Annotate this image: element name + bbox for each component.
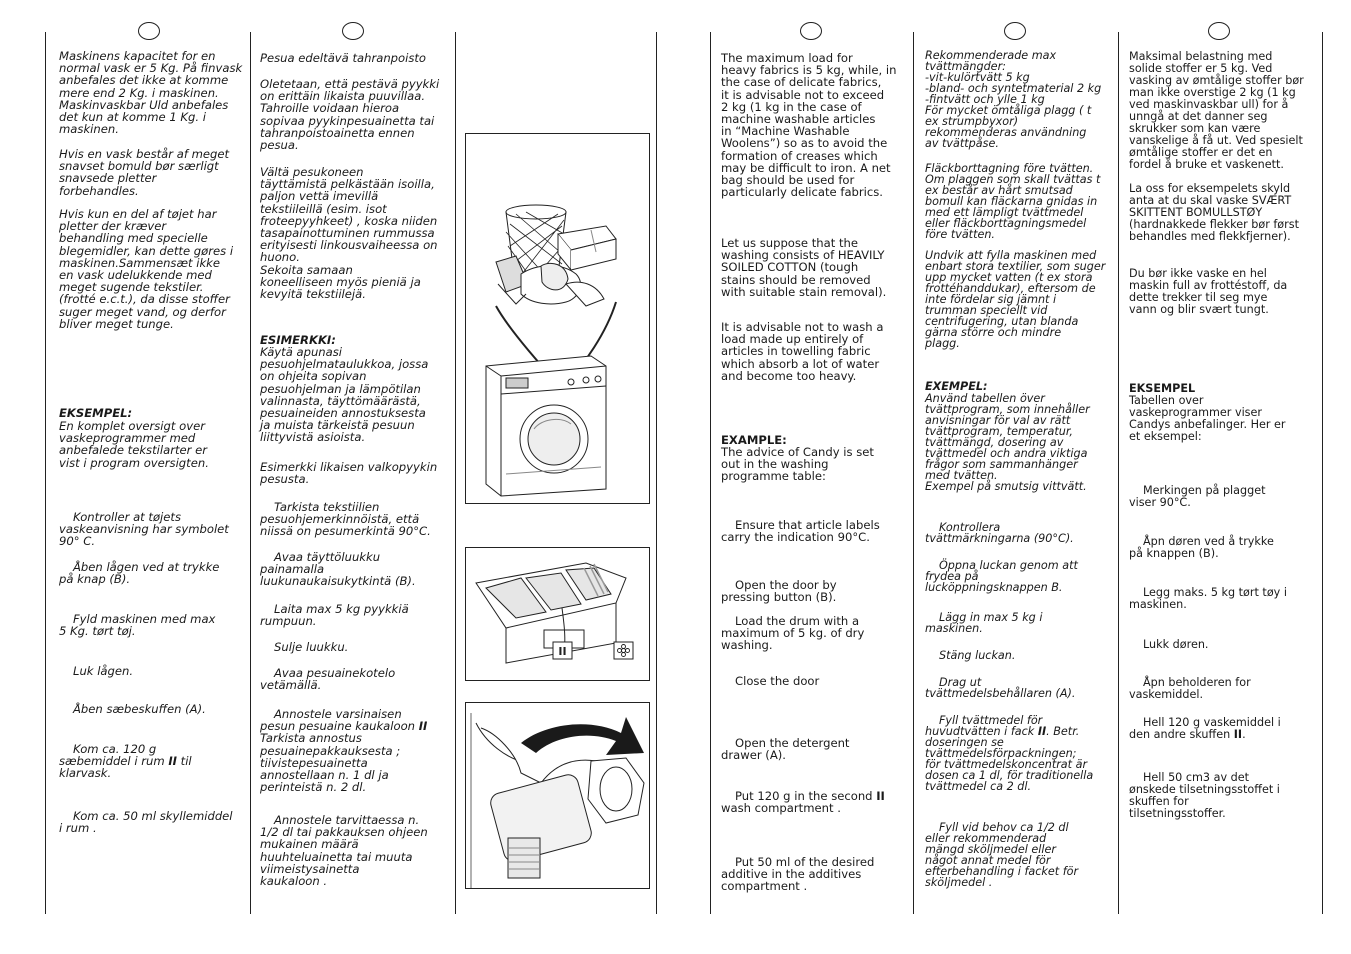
step: Kontroller at tøjets vaskeanvisning har symbolet 90° C. <box>59 510 229 549</box>
language-flag-circle <box>1208 22 1230 40</box>
step: Öppna luckan genom att frydea på lucköppningsknappen B. <box>925 559 1078 594</box>
step: Annostele varsinaisen pesun pesuaine kaukaloon II Tarkista annostus pesuainepakkauksesta ; tiivistepesuainetta annostellaan n. 1 dl ja perinteistä n. 2 dl. <box>260 707 428 795</box>
step: Åben sæbeskuffen (A). <box>73 702 206 716</box>
step: Åpn døren ved å trykke på knappen (B). <box>1129 535 1274 560</box>
para: Maksimal belastning med solide stoffer er 5 kg. Ved vasking av ømtålige stoffer bør man ikke overstige 2 kg (1 kg ved maskinvaskbar ull) for å unngå at det danner seg skrukker som kan være vanskelige å få ut. Ved spesielt ømtålige stoffer er det en fordel å bruke et vaskenett. <box>1129 50 1304 171</box>
para: The advice of Candy is set out in the washing programme table: <box>721 445 874 484</box>
step: Fyld maskinen med max 5 Kg. tørt tøj. <box>59 612 216 639</box>
step: Åben lågen ved at trykke på knap (B). <box>59 560 220 587</box>
para: Vältä pesukoneen täyttämistä pelkästään isoilla, paljon vettä imevillä tekstiileillä (esim. isot froteepyyhkeet) , koska niiden tasapainottuminen rummussa erityisesti linkousvaiheessa on huono. Sekoita samaan koneelliseen myös pieniä ja kevyitä tekstiilejä. <box>260 165 438 302</box>
drawer-compartment-label: II <box>558 645 567 658</box>
detergent-drawer-illustration <box>465 547 650 681</box>
para: Pesua edeltävä tahranpoisto <box>260 51 427 65</box>
step: Tarkista tekstiilien pesuohjemerkinnöistä, että niissä on pesumerkintä 90°C. <box>260 500 431 539</box>
heading-example: EXEMPEL: <box>925 380 988 393</box>
language-flag-circle <box>342 22 364 40</box>
laundry-load-icon <box>466 134 649 503</box>
para: It is advisable not to wash a load made up entirely of articles in towelling fabric which absorb a lot of water and become too heavy. <box>721 320 884 383</box>
heading-example: EKSEMPEL: <box>59 406 133 420</box>
step: Sulje luukku. <box>274 640 349 654</box>
para: Käytä apunasi pesuohjelmataulukkoa, jossa on ohjeita sopivan pesuohjelman ja lämpötilan valinnasta, täyttömäärästä, pesuaineiden annostuksesta ja muista tärkeistä pesuun liittyvistä asioista. <box>260 345 429 445</box>
para: Rekommenderade max tvättmängder: -vit-kulörtvätt 5 kg -bland- och syntetmaterial 2 kg -fintvätt och ylle 1 kg För mycket ömtåliga plagg ( t ex strumpbyxor) rekommenderas användning av tvättpåse. <box>925 49 1102 150</box>
para: Oletetaan, että pestävä pyykki on erittäin likaista puuvillaa. Tahroille voidaan hieroa sopivaa pyykinpesuainetta tai tahranpoistoainetta ennen pesua. <box>260 77 440 153</box>
step: Avaa täyttöluukku painamalla luukunaukaisukytkintä (B). <box>260 550 416 589</box>
rotate-arrow <box>521 717 644 755</box>
heading-example: EXAMPLE: <box>721 433 787 447</box>
step: Open the detergent drawer (A). <box>721 736 850 763</box>
language-flag-circle <box>1004 22 1026 40</box>
column-divider <box>1118 32 1119 914</box>
para: Esimerkki likaisen valkopyykin pesusta. <box>260 460 438 487</box>
para: Hvis kun en del af tøjet har pletter der kræver behandling med specielle blegemidler, kan dette gøres i maskinen.Sammensæt ikke en vask udelukkende med meget sugende tekstiler. (frotté e.c.t.), da disse stoffer suger meget vand, og derfor bliver meget tunge. <box>59 207 234 331</box>
step: Drag ut tvättmedelsbehållaren (A). <box>925 676 1076 700</box>
para: Fläckborttagning före tvätten. Om plaggen som skall tvättas t ex består av hårt smutsad bomull kan fläckarna gnidas in med ett lämpligt tvättmedel eller fläckborttagningsmedel före tvätten. <box>925 162 1101 241</box>
step: Fyll tvättmedel för huvudtvätten i fack II. Betr. doseringen se tvättmedelsförpackningen; för tvättmedelskoncentrat är dosen ca 1 dl, för traditionella tvättmedel ca 2 dl. <box>925 714 1094 793</box>
column-divider <box>913 32 914 914</box>
step: Load the drum with a maximum of 5 kg. of dry washing. <box>721 614 865 653</box>
step: Kom ca. 50 ml skyllemiddel i rum . <box>59 809 233 836</box>
column-divider <box>656 32 657 914</box>
para: Hvis en vask består af meget snavset bomuld bør særligt snavsede pletter forbehandles. <box>59 147 230 198</box>
detergent-drawer-icon <box>466 548 649 680</box>
step: Annostele tarvittaessa n. 1/2 dl tai pakkauksen ohjeen mukainen määrä huuhteluainetta tai muuta viimeistysainetta kaukaloon . <box>260 813 428 889</box>
step: Legg maks. 5 kg tørt tøy i maskinen. <box>1129 586 1287 611</box>
column-divider <box>45 32 46 914</box>
para: Maskinens kapacitet for en normal vask er 5 Kg. På finvask anbefales det ikke at komme mere end 2 Kg. i maskinen. Maskinvaskbar Uld anbefales det kun at komme 1 Kg. i maskinen. <box>59 49 243 137</box>
step: Close the door <box>735 674 820 688</box>
laundry-load-illustration <box>465 133 650 504</box>
step: Hell 120 g vaskemiddel i den andre skuffen II. <box>1129 716 1281 741</box>
step: Put 50 ml of the desired additive in the additives compartment . <box>721 855 875 894</box>
step: Put 120 g in the second II wash compartment . <box>721 789 885 816</box>
column-divider <box>250 32 251 914</box>
para: The maximum load for heavy fabrics is 5 kg, while, in the case of delicate fabrics, it is advisable not to exceed 2 kg (1 kg in the case of machine washable articles in “Machine Washable Woolens”) so as to avoid the formation of creases which may be difficult to iron. A net bag should be used for particularly delicate fabrics. <box>721 51 897 200</box>
para: Tabellen over vaskeprogrammer viser Candys anbefalinger. Her er et eksempel: <box>1129 394 1286 443</box>
column-divider <box>455 32 456 914</box>
step: Fyll vid behov ca 1/2 dl eller rekommenderad mängd sköljmedel eller något annat medel för efterbehandling i facket för sköljmedel . <box>925 821 1079 889</box>
door-handle-icon <box>466 703 649 888</box>
step: Ensure that article labels carry the indication 90°C. <box>721 518 880 545</box>
step: Merkingen på plagget viser 90°C. <box>1129 484 1266 509</box>
step: Stäng luckan. <box>939 649 1016 662</box>
step: Open the door by pressing button (B). <box>721 578 837 605</box>
heading-example: ESIMERKKI: <box>260 333 336 347</box>
column-divider <box>710 32 711 914</box>
para: Let us suppose that the washing consists of HEAVILY SOILED COTTON (tough stains should be removed with suitable stain removal). <box>721 236 887 299</box>
column-divider <box>1322 32 1323 914</box>
para: Använd tabellen över tvättprogram, som innehåller anvisningar för val av rätt tvättprogram, temperatur, tvättmängd, dosering av tvättmedel och andra viktiga frågor som sammanhänger med tvätten. Exempel på smutsig vittvätt. <box>925 392 1090 493</box>
language-flag-circle <box>138 22 160 40</box>
step: Laita max 5 kg pyykkiä rumpuun. <box>260 602 409 629</box>
step: Hell 50 cm3 av det ønskede tilsetningsstoffet i skuffen for tilsetningsstoffer. <box>1129 771 1280 820</box>
step: Kontrollera tvättmärkningarna (90°C). <box>925 521 1074 545</box>
step: Lukk døren. <box>1143 638 1209 651</box>
para: Undvik att fylla maskinen med enbart stora textilier, som suger upp mycket vatten (t ex stora frottéhanddukar), eftersom de inte fördelar sig jämnt i trumman speciellt vid centrifugering, utan blanda gärna större och mindre plagg. <box>925 249 1106 350</box>
para: Du bør ikke vaske en hel maskin full av frottéstoff, da dette trekker til seg mye vann og blir svært tungt. <box>1129 267 1288 316</box>
step: Åpn beholderen for vaskemiddel. <box>1129 676 1251 701</box>
heading-example: EKSEMPEL <box>1129 382 1196 395</box>
step: Luk lågen. <box>73 664 134 678</box>
para: En komplet oversigt over vaskeprogrammer med anbefalede tekstilarter er vist i program oversigten. <box>59 419 209 470</box>
door-handle-illustration <box>465 702 650 889</box>
step: Kom ca. 120 g sæbemiddel i rum II til klarvask. <box>59 742 192 781</box>
para: La oss for eksempelets skyld anta at du skal vaske SVÆRT SKITTENT BOMULLSTØY (hardnakkede flekker bør først behandles med flekkfjerner). <box>1129 182 1299 243</box>
step: Lägg in max 5 kg i maskinen. <box>925 611 1043 635</box>
step: Avaa pesuainekotelo vetämällä. <box>260 666 396 693</box>
language-flag-circle <box>800 22 822 40</box>
